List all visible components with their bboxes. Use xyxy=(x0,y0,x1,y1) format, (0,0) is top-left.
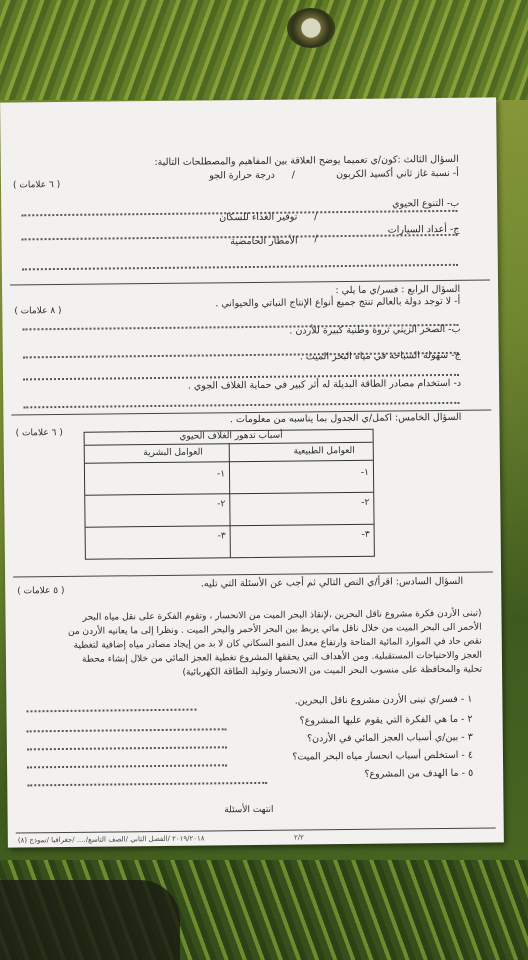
q3-item-b-term: توفير الغذاء للسكان xyxy=(219,211,298,224)
q3-item-c-term: الأمطار الحامضية xyxy=(230,235,298,248)
col-natural: العوامل الطبيعية xyxy=(293,445,355,457)
q3-item-c-label: ج- أعداد السيارات xyxy=(387,223,460,236)
q3-title: السؤال الثالث :كون/ي تعميما يوضح العلاقة بين المفاهيم والمصطلحات التالية: xyxy=(154,153,459,169)
row-2-natural[interactable]: ٢- xyxy=(361,497,370,508)
passage-line-5: تحلية والمحافظة على منسوب البحر الميت من الانحسار وتوليد الطاقة الكهربائية) xyxy=(182,664,483,678)
end-text: انتهت الأسئلة xyxy=(224,804,274,816)
footer-text: ٢٠١٩/٢٠١٨ /الفصل الثاني /الصف التاسع/.... /جغرافيا /نموذج (٨) xyxy=(17,834,205,845)
answer-line[interactable] xyxy=(27,728,227,732)
answer-line[interactable] xyxy=(23,402,459,409)
q6-question-2: ٢ - ما هي الفكرة التي يقوم عليها المشروع؟ xyxy=(299,713,473,727)
q6-question-4: ٤ - استخلص أسباب انحسار مياه البحر الميت؟ xyxy=(292,749,474,763)
row-2-human[interactable]: ٢- xyxy=(217,499,226,510)
q3-item-a-label: أ- نسبة غاز ثاني أكسيد الكربون xyxy=(335,167,459,181)
table-header: أسباب تدهور الغلاف الحيوي xyxy=(179,430,283,442)
q6-title: السؤال السادس: اقرأ/ي النص التالي ثم أجب عن الأسئلة التي تليه. xyxy=(200,575,464,590)
q5-marks: ( ٦ علامات ) xyxy=(15,427,63,439)
row-1-human[interactable]: ١- xyxy=(216,469,226,480)
q4-marks: ( ٨ علامات ) xyxy=(14,305,62,317)
clip-object xyxy=(287,8,335,48)
q6-question-3: ٣ - بين/ي أسباب العجز المائي في الأردن؟ xyxy=(307,731,473,745)
q3-marks: ( ٦ علامات ) xyxy=(12,179,61,191)
passage-line-1: (تبنى الأردن فكرة مشروع ناقل البحرين ،لإنقاذ البحر الميت من الانحسار ، وتقوم الفكرة على نقل مياه البحر xyxy=(82,608,482,623)
col-human: العوامل البشرية xyxy=(143,447,203,459)
shadow-corner xyxy=(0,880,180,960)
passage-line-2: الأحمر الى البحر الميت من خلال ناقل مائي يربط بين البحر الأحمر والبحر الميت . ونظرا إلى ما يعانيه الأردن من xyxy=(67,622,482,637)
row-3-natural[interactable]: ٣- xyxy=(361,529,370,540)
q3-item-c-sep: / xyxy=(314,233,318,245)
q6-question-5: ٥ - ما الهدف من المشروع؟ xyxy=(364,767,474,780)
causes-table xyxy=(84,429,375,560)
passage-line-3: نقص حاد في الموارد المائية المتاحة وارتفاع معدل النمو السكاني كان لا بد من إيجاد مصادر مياه إضافية لتغطية xyxy=(73,636,482,651)
q4-item-b: ب- الصخر الزيتي ثروة وطنية كبيرة للأردن . xyxy=(289,323,461,337)
q6-marks: ( ٥ علامات ) xyxy=(17,585,65,597)
row-3-human[interactable]: ٣- xyxy=(217,531,226,542)
q4-item-d: د- استخدام مصادر الطاقة البديلة له أثر كبير في حماية الغلاف الجوي . xyxy=(187,377,462,392)
page-number: ٢/٢ xyxy=(293,833,304,842)
q4-title: السؤال الرابع : فسر/ي ما يلي : xyxy=(335,283,461,297)
exam-sheet xyxy=(0,97,504,847)
q4-item-a: أ- لا توجد دولة بالعالم تنتج جميع أنواع الإنتاج النباتي والحيواني . xyxy=(215,295,461,310)
answer-line[interactable] xyxy=(22,264,458,271)
q3-item-a-sep: / xyxy=(291,169,295,181)
row-1-natural[interactable]: ١- xyxy=(360,467,370,478)
answer-line[interactable] xyxy=(27,782,267,787)
q4-item-c: ج- سهولة السباحة في مياه البحر الميت . xyxy=(299,349,461,363)
footer-divider xyxy=(16,827,496,833)
q5-title: السؤال الخامس: اكمل/ي الجدول بما يناسبه من معلومات . xyxy=(229,411,462,426)
q3-item-b-label: ب- التنوع الحيوي xyxy=(391,197,460,210)
q3-item-a-term: درجة حرارة الجو xyxy=(209,169,275,182)
background-grass-top xyxy=(0,0,528,100)
answer-line[interactable] xyxy=(27,764,227,768)
passage-line-4: العجز والاحتياجات المستقبلية. ومن الأهداف التي يحققها المشروع تغطية العجز المائي من خلال إنشاء محطة xyxy=(81,650,482,665)
answer-line[interactable] xyxy=(27,746,227,750)
answer-line[interactable] xyxy=(26,709,196,713)
q3-item-b-sep: / xyxy=(314,211,318,223)
q6-question-1: ١ - فسر/ي تبنى الأردن مشروع ناقل البحرين. xyxy=(294,693,473,707)
